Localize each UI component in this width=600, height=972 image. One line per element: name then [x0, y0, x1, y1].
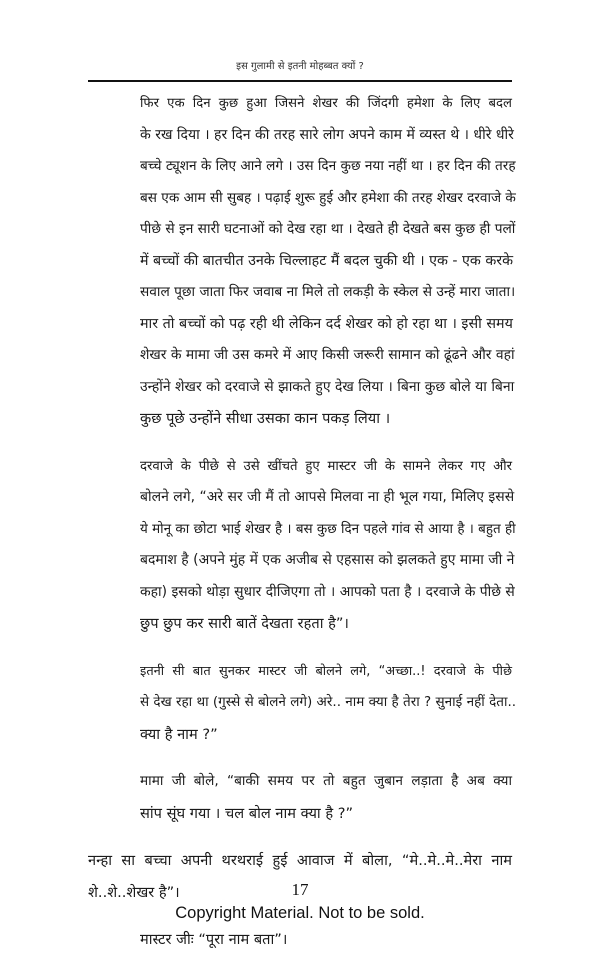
- text-line: से देख रहा था (गुस्से से बोलने लगे) अरे.. नाम क्या है तेरा ? सुनाई नहीं देता..: [140, 694, 517, 710]
- copyright-notice: Copyright Material. Not to be sold.: [175, 904, 425, 922]
- text-line: में बच्चों की बातचीत उनके चिल्लाहट मैं बदल चुकी थी । एक - एक करके: [140, 252, 514, 269]
- text-line: नन्हा सा बच्चा अपनी थरथराई हुई आवाज में बोला, “मे..मे..मे..मेरा नाम: [88, 852, 512, 869]
- page-number: 17: [291, 880, 309, 899]
- text-line: के रख दिया । हर दिन की तरह सारे लोग अपने काम में व्यस्त थे । धीरे धीरे: [140, 126, 514, 143]
- paragraph-4: [88, 766, 512, 829]
- paragraph-1: [88, 88, 516, 435]
- text-line: इतनी सी बात सुनकर मास्टर जी बोलने लगे, “अच्छा..! दरवाजे के पीछे: [140, 663, 512, 679]
- text-line: कहा) इसको थोड़ा सुधार दीजिएगा तो । आपको पता है । दरवाजे के पीछे से: [140, 583, 515, 600]
- text-line: उन्होंने शेखर को दरवाजे से झाकते हुए देख लिया । बिना कुछ बोले या बिना: [140, 378, 515, 395]
- header-rule: [88, 80, 512, 82]
- text-line: मार तो बच्चों को पढ़ रही थी लेकिन दर्द शेखर को हो रहा था । इसी समय: [140, 315, 513, 332]
- text-line: क्या है नाम ?”: [140, 725, 218, 743]
- text-line: बोलने लगे, “अरे सर जी मैं तो आपसे मिलवा ना ही भूल गया, मिलिए इससे: [140, 489, 515, 505]
- paragraph-3: [88, 656, 517, 751]
- text-line: फिर एक दिन कुछ हुआ जिसने शेखर की जिंदगी हमेशा के लिए बदल: [140, 96, 512, 111]
- text-line: शे..शे..शेखर है”।: [88, 883, 180, 901]
- text-line: सवाल पूछा जाता फिर जवाब ना मिले तो लकड़ी के स्केल से उन्हें मारा जाता।: [140, 284, 516, 300]
- text-line: पीछे से इन सारी घटनाओं को देख रहा था । देखते ही देखते बस कुछ ही पलों: [140, 221, 516, 237]
- text-line: शेखर के मामा जी उस कमरे में आए किसी जरूरी सामान को ढूंढने और वहां: [140, 347, 515, 363]
- paragraph-6: [88, 924, 512, 956]
- text-line: कुछ पूछे उन्होंने सीधा उसका कान पकड़ लिया ।: [140, 410, 391, 427]
- text-line: बदमाश है (अपने मुंह में एक अजीब से एहसास को झलकते हुए मामा जी ने: [140, 552, 515, 568]
- page-body: [88, 88, 517, 972]
- text-line: बच्चे ट्यूशन के लिए आने लगे । उस दिन कुछ नया नहीं था । हर दिन की तरह: [140, 158, 516, 174]
- running-header-title: इस गुलामी से इतनी मोहब्बत क्यों ?: [236, 61, 364, 72]
- text-line: मास्टर जीः “पूरा नाम बता”।: [140, 931, 288, 948]
- text-line: ये मोनू का छोटा भाई शेखर है । बस कुछ दिन पहले गांव से आया है । बहुत ही: [140, 520, 516, 537]
- text-line: सांप सूंघ गया । चल बोल नाम क्या है ?”: [140, 804, 354, 822]
- text-line: छुप छुप कर सारी बातें देखता रहता है”।: [140, 615, 349, 632]
- text-line: मामा जी बोले, “बाकी समय पर तो बहुत जुबान लड़ाता है अब क्या: [140, 773, 512, 789]
- paragraph-2: [88, 451, 516, 640]
- text-line: दरवाजे के पीछे से उसे खींचते हुए मास्टर जी के सामने लेकर गए और: [140, 458, 512, 474]
- text-line: बस एक आम सी सुबह । पढ़ाई शुरू हुई और हमेशा की तरह शेखर दरवाजे के: [140, 189, 516, 206]
